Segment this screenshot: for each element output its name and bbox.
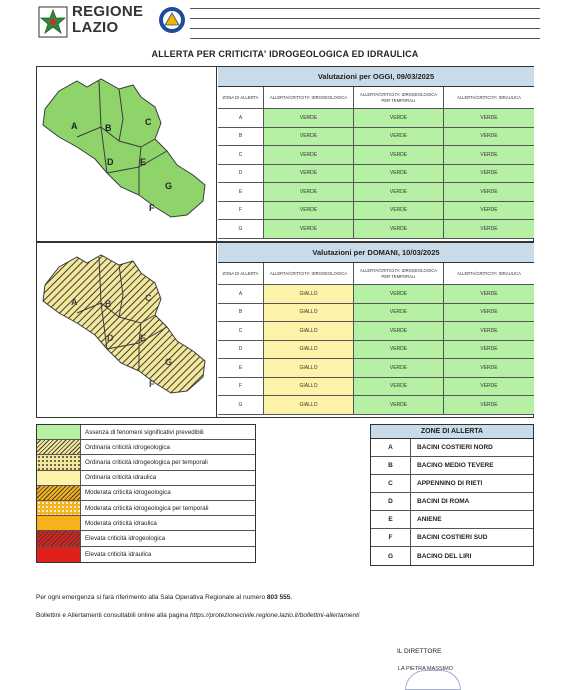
zone-letter: F [371, 529, 411, 546]
legend-swatch [37, 531, 81, 545]
director-label: IL DIRETTORE [397, 648, 442, 655]
zone-letter: G [371, 547, 411, 565]
table-row [218, 109, 534, 128]
status-cell: VERDE [264, 183, 354, 201]
map-label-g: G [165, 357, 173, 367]
zone-row [371, 493, 533, 511]
column-header: ALLERTA/CRITICITA' IDROGEOLOGICA PER TEMPORALI [354, 87, 444, 108]
zone-cell: D [218, 341, 264, 359]
brand-line1: REGIONE [72, 3, 144, 20]
status-cell: GIALLO [264, 359, 354, 377]
column-header: ALLERTA/CRITICITA' IDROGEOLOGICA [264, 87, 354, 108]
zone-name: BACINI DI ROMA [417, 498, 470, 505]
column-header: ALLERTA/CRITICITA' IDROGEOLOGICA PER TEMPORALI [354, 263, 444, 284]
legend-swatch [37, 547, 81, 562]
status-cell: VERDE [264, 109, 354, 127]
zone-row [371, 439, 533, 457]
status-cell: VERDE [444, 285, 534, 303]
status-cell: VERDE [354, 285, 444, 303]
map-label-b: B [105, 299, 112, 309]
status-cell: VERDE [354, 128, 444, 146]
map-label-a: A [71, 297, 78, 307]
director-signature: LA PIETRA MASSIMO [398, 666, 454, 672]
zone-row [371, 547, 533, 565]
legend-swatch [37, 516, 81, 530]
table-row [218, 285, 534, 304]
status-cell: VERDE [444, 359, 534, 377]
zone-cell: F [218, 202, 264, 220]
zone-name: BACINO DEL LIRI [417, 552, 472, 560]
zone-cell: G [218, 396, 264, 414]
page-header [30, 4, 540, 42]
today-panel [36, 66, 534, 242]
zone-cell: B [218, 304, 264, 322]
legend-label: Ordinaria criticità idraulica [85, 474, 157, 482]
zone-letter: C [371, 475, 411, 492]
table-row [218, 220, 534, 239]
legend-item [37, 455, 255, 470]
zone-name: BACINI COSTIERI NORD [417, 444, 493, 451]
status-cell: VERDE [354, 396, 444, 414]
map-label-b: B [105, 123, 112, 133]
status-cell: VERDE [444, 304, 534, 322]
region-logo-icon [38, 6, 68, 38]
column-header: ALLERTA/CRITICITA' IDRAULICA [444, 87, 534, 108]
status-cell: VERDE [354, 183, 444, 201]
table-row [218, 396, 534, 415]
brand-name [72, 4, 143, 36]
zone-cell: F [218, 378, 264, 396]
status-cell: VERDE [354, 220, 444, 238]
status-cell: VERDE [444, 128, 534, 146]
status-cell: VERDE [264, 165, 354, 183]
legend-label: Elevata criticità idraulica [85, 550, 152, 558]
legend-swatch [37, 425, 81, 439]
column-header: ZONA DI ALLERTA [218, 87, 264, 108]
zone-cell: E [218, 183, 264, 201]
status-cell: GIALLO [264, 378, 354, 396]
legend-label: Ordinaria criticità idrogeologica per temporali [85, 458, 208, 466]
table-row [218, 304, 534, 323]
legend-swatch [37, 501, 81, 515]
status-cell: VERDE [354, 165, 444, 183]
legend-swatch [37, 486, 81, 500]
status-cell: VERDE [264, 220, 354, 238]
status-cell: VERDE [354, 202, 444, 220]
status-cell: VERDE [264, 146, 354, 164]
map-label-g: G [165, 181, 173, 191]
civil-protection-seal-icon [158, 6, 186, 34]
legend-swatch [37, 455, 81, 469]
status-cell: VERDE [444, 396, 534, 414]
emergency-text: Per ogni emergenza si farà riferimento alla Sala Operativa Regionale al numero [36, 594, 266, 601]
legend-label: Moderata criticità idrogeologica per temporali [85, 504, 209, 512]
table-row [218, 183, 534, 202]
tomorrow-header-row [218, 263, 534, 285]
table-row [218, 165, 534, 184]
zone-name: BACINO MEDIO TEVERE [417, 462, 494, 469]
today-map [37, 67, 217, 241]
status-cell: VERDE [444, 146, 534, 164]
zone-cell: B [218, 128, 264, 146]
today-table [218, 67, 534, 239]
status-cell: GIALLO [264, 396, 354, 414]
zone-letter: A [371, 439, 411, 456]
legend-item [37, 471, 255, 486]
zone-cell: A [218, 285, 264, 303]
zone-cell: C [218, 146, 264, 164]
header-lines [190, 8, 540, 48]
status-cell: VERDE [264, 202, 354, 220]
status-cell: VERDE [444, 378, 534, 396]
bulletin-link[interactable]: https://protezionecivile.regione.lazio.it/bollettini-allertamenti [189, 612, 360, 619]
today-table-title: Valutazioni per OGGI, 09/03/2025 [218, 67, 534, 87]
status-cell: VERDE [444, 220, 534, 238]
legend-item [37, 531, 255, 546]
status-cell: VERDE [354, 322, 444, 340]
map-label-e: E [140, 157, 147, 167]
zone-name: BACINI COSTIERI SUD [417, 534, 488, 541]
legend-item [37, 516, 255, 531]
legend-swatch [37, 440, 81, 454]
official-stamp [405, 670, 461, 690]
table-row [218, 322, 534, 341]
bulletin-text: Bollettini e Allertamenti consultabili online alla pagina [36, 612, 189, 619]
zone-cell: D [218, 165, 264, 183]
status-cell: VERDE [354, 341, 444, 359]
legend-label: Assenza di fenomeni significativi prevedibili [85, 428, 204, 436]
legend-item [37, 425, 255, 440]
page-title: ALLERTA PER CRITICITA' IDROGEOLOGICA ED IDRAULICA [151, 49, 419, 59]
legend-swatch [37, 471, 81, 485]
legend [36, 424, 256, 563]
status-cell: VERDE [264, 128, 354, 146]
map-label-c: C [145, 293, 152, 303]
map-label-f: F [149, 203, 155, 213]
status-cell: VERDE [444, 165, 534, 183]
zone-row [371, 475, 533, 493]
emergency-note: Per ogni emergenza si farà riferimento alla Sala Operativa Regionale al numero 803 555. [36, 594, 293, 601]
legend-label: Elevata criticità idrogeologica [85, 534, 166, 542]
zone-name: APPENNINO DI RIETI [417, 480, 483, 487]
tomorrow-table [218, 243, 534, 415]
tomorrow-panel [36, 242, 534, 418]
zone-letter: D [371, 493, 411, 510]
status-cell: VERDE [444, 109, 534, 127]
map-label-e: E [140, 333, 147, 343]
legend-label: Moderata criticità idrogeologica [85, 489, 171, 497]
status-cell: GIALLO [264, 341, 354, 359]
status-cell: VERDE [354, 378, 444, 396]
status-cell: VERDE [444, 322, 534, 340]
map-label-d: D [107, 157, 114, 167]
status-cell: VERDE [444, 341, 534, 359]
zone-cell: G [218, 220, 264, 238]
table-row [218, 359, 534, 378]
brand-line2: LAZIO [72, 19, 119, 36]
status-cell: VERDE [354, 109, 444, 127]
tomorrow-table-title: Valutazioni per DOMANI, 10/03/2025 [218, 243, 534, 263]
legend-item [37, 440, 255, 455]
table-row [218, 146, 534, 165]
tomorrow-map [37, 243, 217, 417]
zone-cell: E [218, 359, 264, 377]
legend-label: Ordinaria criticità idrogeologica [85, 443, 170, 451]
today-header-row [218, 87, 534, 109]
zone-row [371, 511, 533, 529]
legend-item [37, 486, 255, 501]
zones-title: ZONE DI ALLERTA [371, 425, 533, 439]
zone-letter: B [371, 457, 411, 474]
legend-label: Moderata criticità idraulica [85, 519, 157, 527]
column-header: ALLERTA/CRITICITA' IDRAULICA [444, 263, 534, 284]
legend-item [37, 547, 255, 562]
zone-row [371, 529, 533, 547]
zone-letter: E [371, 511, 411, 528]
status-cell: VERDE [444, 202, 534, 220]
table-row [218, 341, 534, 360]
status-cell: GIALLO [264, 304, 354, 322]
zone-row [371, 457, 533, 475]
map-label-d: D [107, 333, 114, 343]
map-label-f: F [149, 379, 155, 389]
bulletin-note [36, 612, 359, 619]
map-label-a: A [71, 121, 78, 131]
table-row [218, 378, 534, 397]
lazio-map-today [43, 79, 205, 217]
status-cell: VERDE [354, 359, 444, 377]
status-cell: GIALLO [264, 285, 354, 303]
zone-cell: A [218, 109, 264, 127]
zones-table [370, 424, 534, 566]
column-header: ALLERTA/CRITICITA' IDROGEOLOGICA [264, 263, 354, 284]
status-cell: VERDE [354, 146, 444, 164]
column-header: ZONA DI ALLERTA [218, 263, 264, 284]
zone-cell: C [218, 322, 264, 340]
lazio-map-tomorrow [43, 255, 205, 393]
status-cell: VERDE [354, 304, 444, 322]
zone-name: ANIENE [417, 516, 442, 523]
table-row [218, 202, 534, 221]
legend-item [37, 501, 255, 516]
map-label-c: C [145, 117, 152, 127]
emergency-number: 803 555 [266, 594, 291, 601]
status-cell: VERDE [444, 183, 534, 201]
table-row [218, 128, 534, 147]
status-cell: GIALLO [264, 322, 354, 340]
